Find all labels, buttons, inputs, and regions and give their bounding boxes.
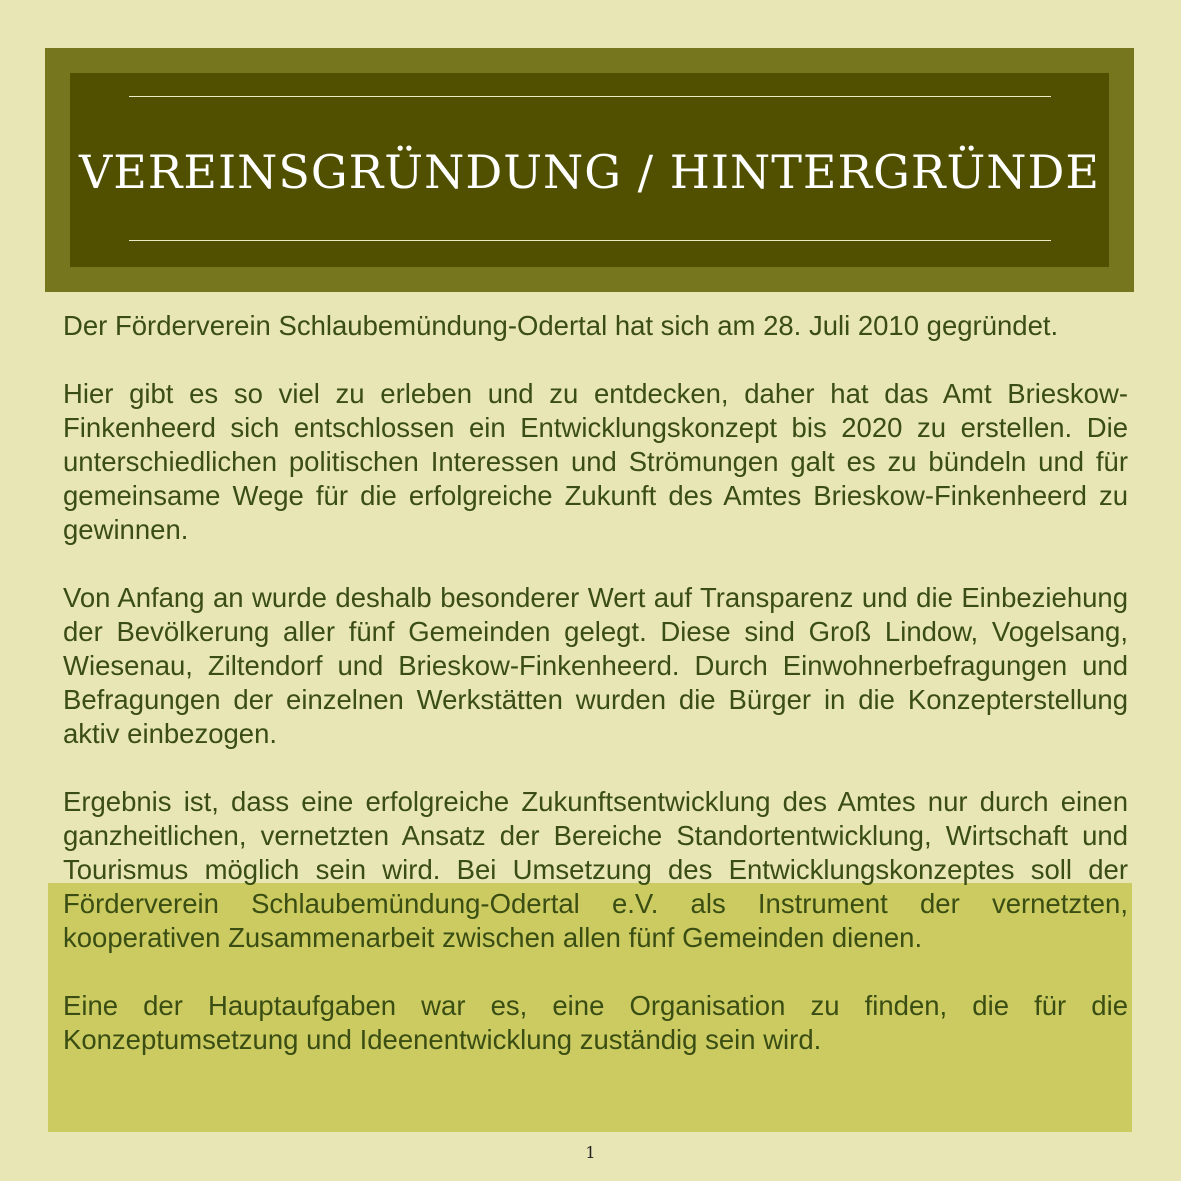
title-top-rule (129, 96, 1051, 97)
paragraph-main-task: Eine der Hauptaufgaben war es, eine Organisation zu finden, die für die Konzeptumsetzung und Ideenentwicklung zuständig sein wird. (63, 990, 1128, 1055)
paragraph-result: Ergebnis ist, dass eine erfolgreiche Zukunftsentwicklung des Amtes nur durch einen ganzheitlichen, vernetzten Ansatz der Bereiche Standortentwicklung, Wirtschaft und Tourismus möglich sein wird. Bei Umsetzung des Entwicklungskonzeptes soll der Förderverein Schlaubemündung-Odertal e.V. als Instrument der vernetzten, kooperativen Zusammenarbeit zwischen allen fünf Gemeinden dienen. (63, 786, 1128, 953)
page-title: VEREINSGRÜNDUNG / HINTERGRÜNDE (78, 145, 1101, 199)
page-number: 1 (585, 1143, 596, 1162)
paragraph-development-concept: Hier gibt es so viel zu erleben und zu entdecken, daher hat das Amt Brieskow-Finkenheerd sich entschlossen ein Entwicklungskonzept bis 2020 zu erstellen. Die unterschiedlichen politischen Interessen und Strömungen galt es zu bündeln und für gemeinsame Wege für die erfolgreiche Zukunft des Amtes Brieskow-Finkenheerd zu gewinnen. (63, 378, 1128, 545)
title-bottom-rule (129, 240, 1051, 241)
paragraph-transparency: Von Anfang an wurde deshalb besonderer Wert auf Transparenz und die Einbeziehung der Bevölkerung aller fünf Gemeinden gelegt. Diese sind Groß Lindow, Vogelsang, Wiesenau, Ziltendorf und Brieskow-Finkenheerd. Durch Einwohnerbefragungen und Befragungen der einzelnen Werkstätten wurden die Bürger in die Konzepterstellung aktiv einbezogen. (63, 582, 1128, 749)
title-banner (45, 48, 1134, 292)
body-text (63, 309, 1128, 1057)
paragraph-founding: Der Förderverein Schlaubemündung-Odertal hat sich am 28. Juli 2010 gegründet. (63, 310, 1059, 341)
title-banner-inner (70, 73, 1109, 267)
